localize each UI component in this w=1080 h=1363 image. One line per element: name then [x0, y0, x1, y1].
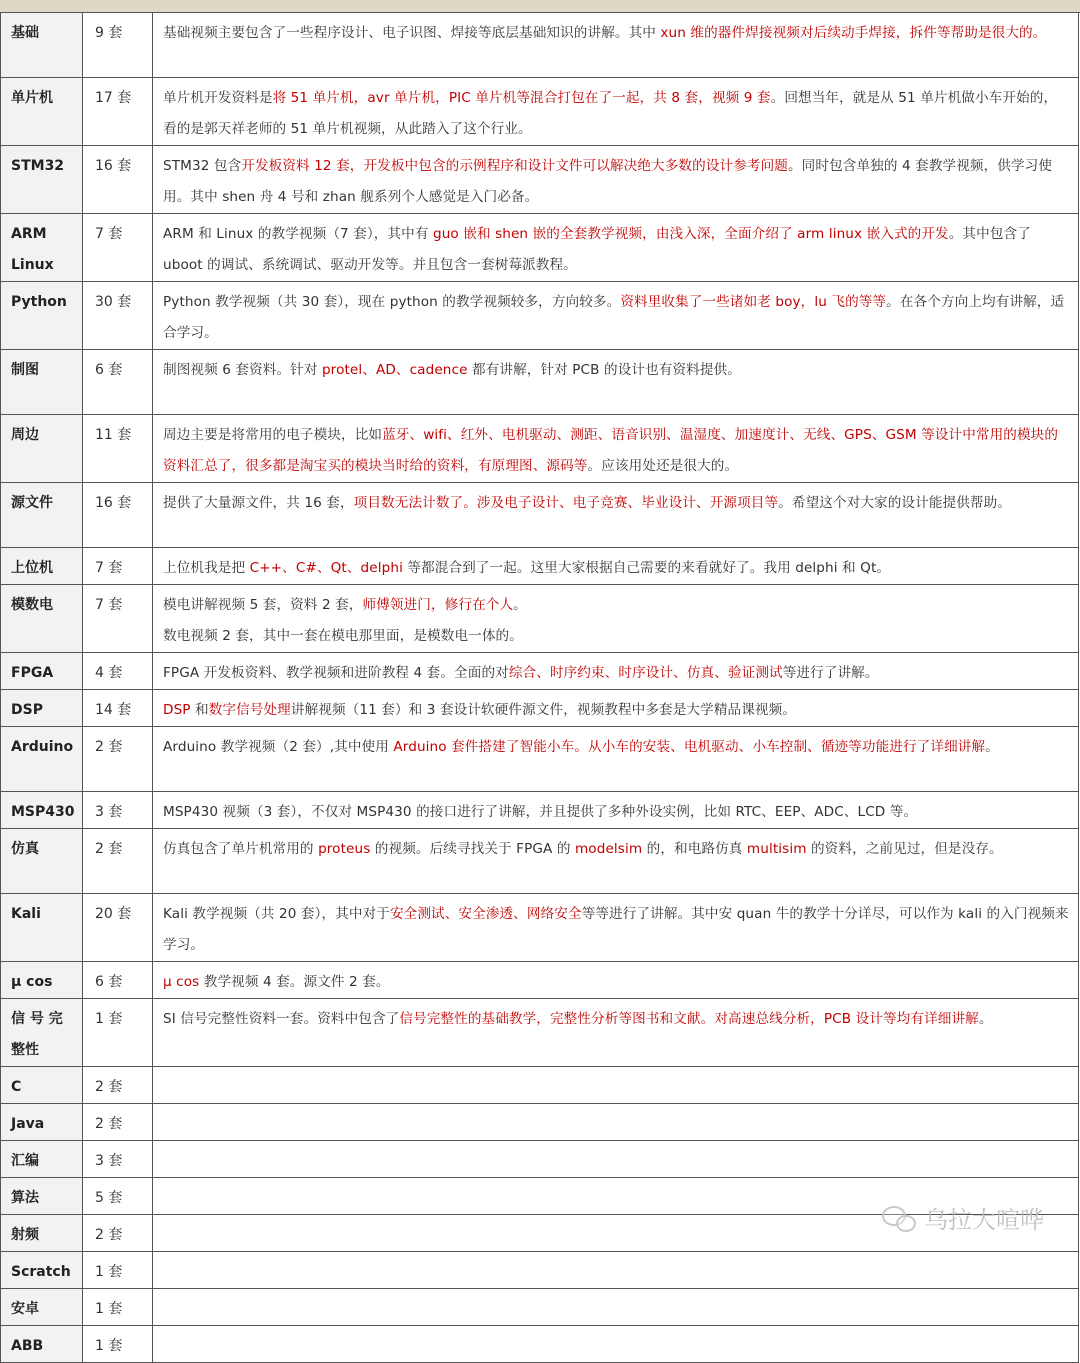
count-cell: 1 套	[83, 1289, 153, 1326]
table-row	[1, 13, 1079, 78]
description-text: 的资料，之前见过，但是没存。	[806, 841, 1003, 857]
count-cell: 1 套	[83, 1252, 153, 1289]
description-cell	[153, 1067, 1079, 1104]
description-cell	[153, 146, 1079, 214]
highlighted-text: xun 维的器件焊接视频对后续动手焊接，拆件等帮助是很大的。	[660, 25, 1047, 41]
table-body	[1, 13, 1079, 1363]
count-cell: 7 套	[83, 548, 153, 585]
count-cell: 4 套	[83, 653, 153, 690]
count-cell: 2 套	[83, 1067, 153, 1104]
count-cell: 30 套	[83, 282, 153, 350]
description-text: 上位机我是把	[163, 560, 250, 576]
highlighted-text: 资料里收集了一些诸如老 boy，lu 飞的等等	[620, 294, 887, 310]
category-name-cell: 源文件	[1, 483, 83, 548]
category-name-cell: 射频	[1, 1215, 83, 1252]
description-cell	[153, 13, 1079, 78]
description-text: 。	[978, 1011, 993, 1027]
count-cell: 5 套	[83, 1178, 153, 1215]
table-row	[1, 999, 1079, 1067]
description-text: Python 教学视频（共 30 套），现在 python 的教学视频较多，方向较多。	[163, 294, 621, 310]
description-text: 和	[190, 702, 209, 718]
description-text: 。应该用处还是很大的。	[587, 458, 739, 474]
count-cell: 9 套	[83, 13, 153, 78]
category-name-cell: 安卓	[1, 1289, 83, 1326]
highlighted-text: 项目数无法计数了。涉及电子设计、电子竞赛、毕业设计、开源项目等	[353, 495, 779, 511]
highlighted-text: guo 嵌和 shen 嵌的全套教学视频，由浅入深，全面介绍了 arm linux 嵌入式的开发	[432, 226, 949, 242]
category-name-cell: Python	[1, 282, 83, 350]
description-text: 等等进行了讲解。其中安 quan 牛的教学十分详尽，可以作为 kali 的入门视频来学习。	[163, 906, 1069, 953]
description-text: 等进行了讲解。	[782, 665, 879, 681]
description-text: 的，和电路仿真	[642, 841, 747, 857]
table-row	[1, 962, 1079, 999]
description-cell	[153, 1141, 1079, 1178]
watermark-text: 乌拉大喧哗	[924, 1206, 1044, 1234]
category-name-cell: Kali	[1, 894, 83, 962]
watermark	[882, 1200, 1044, 1235]
description-cell	[153, 962, 1079, 999]
table-row	[1, 1326, 1079, 1363]
count-cell: 20 套	[83, 894, 153, 962]
count-cell: 16 套	[83, 146, 153, 214]
highlighted-text: Arduino 套件搭建了智能小车。从小车的安装、电机驱动、小车控制、循迹等功能进行了详细讲解	[393, 739, 986, 755]
table-row	[1, 350, 1079, 415]
category-name-cell: 汇编	[1, 1141, 83, 1178]
category-name-cell: 上位机	[1, 548, 83, 585]
highlighted-text: μ cos	[163, 974, 200, 990]
count-cell: 3 套	[83, 1141, 153, 1178]
description-cell	[153, 350, 1079, 415]
category-name-cell: ABB	[1, 1326, 83, 1363]
description-text: 提供了大量源文件，共 16 套，	[163, 495, 354, 511]
count-cell: 3 套	[83, 792, 153, 829]
table-row	[1, 415, 1079, 483]
table-row	[1, 282, 1079, 350]
description-cell	[153, 214, 1079, 282]
highlighted-text: 开发板资料 12 套，开发板中包含的示例程序和设计文件可以解决绝大多数的设计参考问题	[241, 158, 788, 174]
description-text: 模电讲解视频 5 套，资料 2 套，	[163, 597, 363, 613]
highlighted-text: C++、C#、Qt、delphi	[249, 560, 403, 576]
highlighted-text: modelsim	[574, 841, 643, 857]
count-cell: 6 套	[83, 350, 153, 415]
description-text: 都有讲解，针对 PCB 的设计也有资料提供。	[467, 362, 741, 378]
description-cell	[153, 1289, 1079, 1326]
highlighted-text: 安全测试、安全渗透、网络安全	[389, 906, 582, 922]
description-text: ARM 和 Linux 的教学视频（7 套），其中有	[163, 226, 433, 242]
category-name-cell: 周边	[1, 415, 83, 483]
description-text: 周边主要是将常用的电子模块，比如	[163, 427, 383, 443]
description-cell	[153, 653, 1079, 690]
table-row	[1, 829, 1079, 894]
category-name-cell: FPGA	[1, 653, 83, 690]
category-name-cell: STM32	[1, 146, 83, 214]
category-name-cell: 单片机	[1, 78, 83, 146]
description-cell	[153, 1252, 1079, 1289]
highlighted-text: protel、AD、cadence	[321, 362, 468, 378]
table-row	[1, 585, 1079, 653]
count-cell: 7 套	[83, 585, 153, 653]
table-row	[1, 727, 1079, 792]
highlighted-text: 将 51 单片机，avr 单片机，PIC 单片机等混合打包在了一起，共 8 套，视频 9 套	[272, 90, 771, 106]
count-cell: 17 套	[83, 78, 153, 146]
description-cell	[153, 548, 1079, 585]
table-row	[1, 653, 1079, 690]
count-cell: 14 套	[83, 690, 153, 727]
category-name-cell: μ cos	[1, 962, 83, 999]
category-name-cell: MSP430	[1, 792, 83, 829]
category-name-cell: 仿真	[1, 829, 83, 894]
table-row	[1, 1141, 1079, 1178]
category-name-cell: 模数电	[1, 585, 83, 653]
count-cell: 1 套	[83, 999, 153, 1067]
description-cell	[153, 1326, 1079, 1363]
description-cell	[153, 415, 1079, 483]
table-row	[1, 548, 1079, 585]
table-row	[1, 214, 1079, 282]
count-cell: 2 套	[83, 1104, 153, 1141]
description-text: 。其中包含了 uboot 的调试、系统调试、驱动开发等。并且包含一套树莓派教程。	[163, 226, 1031, 273]
description-text: 讲解视频（11 套）和 3 套设计软硬件源文件，视频教程中多套是大学精品课视频。	[290, 702, 796, 718]
count-cell: 16 套	[83, 483, 153, 548]
description-text: 的视频。后续寻找关于 FPGA 的	[370, 841, 575, 857]
description-text: Arduino 教学视频（2 套）,其中使用	[163, 739, 394, 755]
description-text: 基础视频主要包含了一些程序设计、电子识图、焊接等底层基础知识的讲解。其中	[163, 25, 661, 41]
description-text: 。同时包含单独的 4 套教学视频，供学习使用。其中 shen 舟 4 号和 zhan 舰系列个人感觉是入门必备。	[163, 158, 1053, 205]
count-cell: 2 套	[83, 829, 153, 894]
description-text: Kali 教学视频（共 20 套），其中对于	[163, 906, 390, 922]
description-text: STM32 包含	[163, 158, 242, 174]
table-row	[1, 690, 1079, 727]
table-row	[1, 1289, 1079, 1326]
description-text: 制图视频 6 套资料。针对	[163, 362, 322, 378]
description-cell	[153, 999, 1079, 1067]
description-text: 等都混合到了一起。这里大家根据自己需要的来看就好了。我用 delphi 和 Qt。	[402, 560, 891, 576]
highlighted-text: proteus	[318, 841, 371, 857]
category-name-cell: C	[1, 1067, 83, 1104]
description-cell	[153, 585, 1079, 653]
table-row	[1, 1252, 1079, 1289]
count-cell: 2 套	[83, 1215, 153, 1252]
description-text: 。 数电视频 2 套，其中一套在模电那里面，是模数电一体的。	[163, 597, 527, 644]
table-row	[1, 146, 1079, 214]
description-cell	[153, 282, 1079, 350]
description-cell	[153, 690, 1079, 727]
description-cell	[153, 78, 1079, 146]
description-text: SI 信号完整性资料一套。资料中包含了	[163, 1011, 400, 1027]
description-text: MSP430 视频（3 套），不仅对 MSP430 的接口进行了讲解，并且提供了多种外设实例，比如 RTC、EEP、ADC、LCD 等。	[163, 804, 918, 820]
table-row	[1, 894, 1079, 962]
category-name-cell: ARM Linux	[1, 214, 83, 282]
description-text: FPGA 开发板资料、教学视频和进阶教程 4 套。全面的对	[163, 665, 509, 681]
table-row	[1, 483, 1079, 548]
description-text: 。在各个方向上均有讲解，适合学习。	[163, 294, 1065, 341]
count-cell: 1 套	[83, 1326, 153, 1363]
highlighted-text: multisim	[746, 841, 807, 857]
table-row	[1, 1067, 1079, 1104]
description-text: 。	[985, 739, 999, 755]
description-text: 。回想当年，就是从 51 单片机做小车开始的，看的是郭天祥老师的 51 单片机视频，从此踏入了这个行业。	[163, 90, 1058, 137]
category-name-cell: Scratch	[1, 1252, 83, 1289]
highlighted-text: 综合、时序约束、时序设计、仿真、验证测试	[508, 665, 783, 681]
description-text: 。希望这个对大家的设计能提供帮助。	[778, 495, 1011, 511]
description-text: 仿真包含了单片机常用的	[163, 841, 319, 857]
category-name-cell: 基础	[1, 13, 83, 78]
category-name-cell: 信 号 完 整性	[1, 999, 83, 1067]
highlighted-text: 信号完整性的基础教学，完整性分析等图书和文献。对高速总线分析，PCB 设计等均有详细讲解	[399, 1011, 979, 1027]
highlighted-text: 师傅领进门，修行在个人	[362, 597, 514, 613]
count-cell: 2 套	[83, 727, 153, 792]
table-row	[1, 78, 1079, 146]
highlighted-text: DSP	[163, 702, 191, 718]
description-cell	[153, 1104, 1079, 1141]
resource-table	[0, 12, 1079, 1363]
description-cell	[153, 829, 1079, 894]
description-text: 单片机开发资料是	[163, 90, 273, 106]
category-name-cell: DSP	[1, 690, 83, 727]
table-row	[1, 792, 1079, 829]
count-cell: 6 套	[83, 962, 153, 999]
highlighted-text: 蓝牙、wifi、红外、电机驱动、测距、语音识别、温湿度、加速度计、无线、GPS、GSM 等设计中常用的模块的资料汇总了，很多都是淘宝买的模块当时给的资料，有原理图、源码等	[163, 427, 1059, 474]
highlighted-text: 数字信号处理	[208, 702, 291, 718]
table-row	[1, 1104, 1079, 1141]
category-name-cell: 制图	[1, 350, 83, 415]
category-name-cell: 算法	[1, 1178, 83, 1215]
category-name-cell: Java	[1, 1104, 83, 1141]
description-cell	[153, 894, 1079, 962]
description-cell	[153, 727, 1079, 792]
category-name-cell: Arduino	[1, 727, 83, 792]
description-cell	[153, 792, 1079, 829]
count-cell: 7 套	[83, 214, 153, 282]
count-cell: 11 套	[83, 415, 153, 483]
description-cell	[153, 483, 1079, 548]
description-text: 教学视频 4 套。源文件 2 套。	[199, 974, 390, 990]
wechat-icon	[882, 1206, 916, 1230]
